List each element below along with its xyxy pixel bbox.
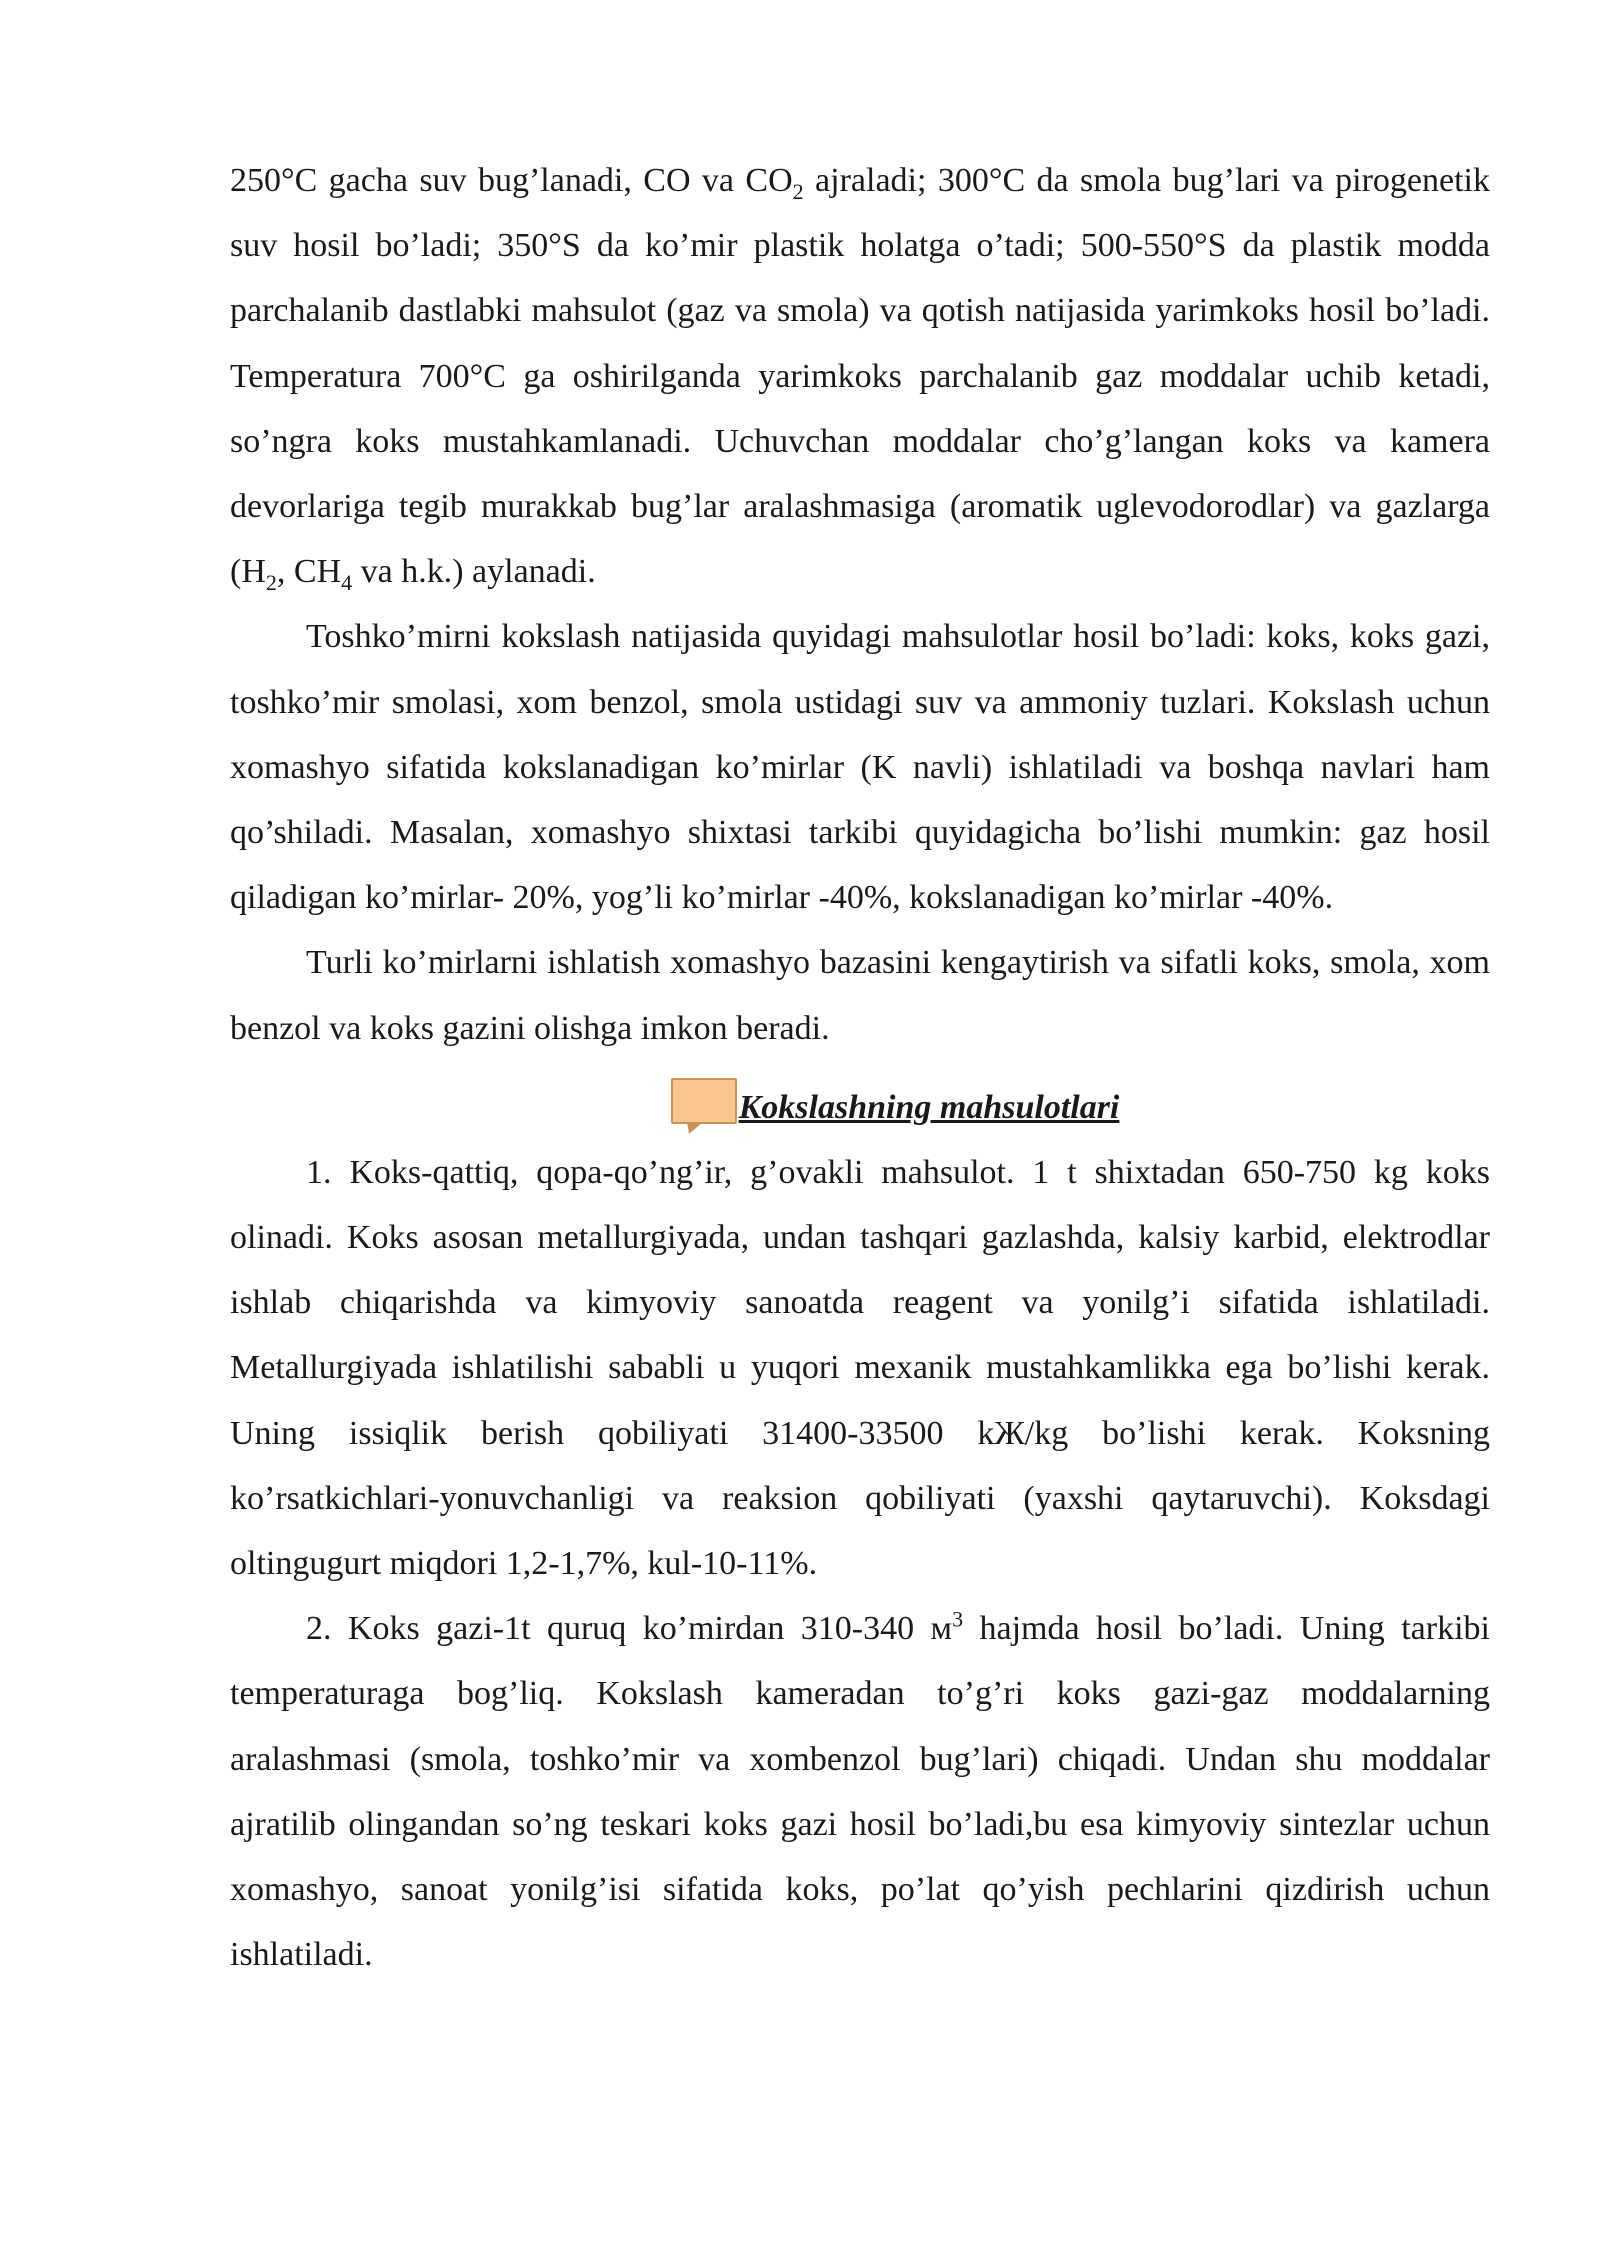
comment-note-icon[interactable] <box>671 1078 737 1124</box>
subscript: 4 <box>341 570 353 596</box>
text-run: va h.k.) aylanadi. <box>352 553 596 591</box>
text-run: 2. Koks gazi-1t quruq ko’mirdan 310-340 м <box>306 1610 953 1648</box>
subscript: 2 <box>792 178 804 204</box>
paragraph-carbonization-stages <box>230 148 1490 604</box>
superscript: 3 <box>952 1606 964 1632</box>
text-run: hajmda hosil bo’ladi. Uning tarkibi temperaturaga bog’liq. Kokslash kameradan to’g’ri koks gazi-gaz moddalarning aralashmasi (smola, toshko’mir va xombenzol bug’lari) chiqadi. Undan shu moddalar ajratilib olingandan so’ng teskari koks gazi hosil bo’ladi,bu esa kimyoviy sintezlar uchun xomashyo, sanoat yonilg’isi sifatida koks, po’lat qo’yish pechlarini qizdirish uchun ishlatiladi. <box>230 1610 1490 1974</box>
section-heading <box>230 1075 1490 1140</box>
subscript: 2 <box>265 570 277 596</box>
section-heading-text: Kokslashning mahsulotlari <box>738 1088 1120 1126</box>
text-run: , CH <box>276 553 342 591</box>
paragraph-coking-products: Toshko’mirni kokslash natijasida quyidagi mahsulotlar hosil bo’ladi: koks, koks gazi, toshko’mir smolasi, xom benzol, smola ustidagi suv va ammoniy tuzlari. Kokslash uchun xomashyo sifatida kokslanadigan ko’mirlar (K navli) ishlatiladi va boshqa navlari ham qo’shiladi. Masalan, xomashyo shixtasi tarkibi quyidagicha bo’lishi mumkin: gaz hosil qiladigan ko’mirlar- 20%, yog’li ko’mirlar -40%, kokslanadigan ko’mirlar -40%. <box>230 618 1490 917</box>
paragraph-coal-blending: Turli ko’mirlarni ishlatish xomashyo bazasini kengaytirish va sifatli koks, smola, xom benzol va koks gazini olishga imkon beradi. <box>230 944 1490 1047</box>
text-run: ajraladi; 300°C da smola bug’lari va pirogenetik suv hosil bo’ladi; 350°S da ko’mir plastik holatga o’tadi; 500-550°S da plastik modda parchalanib dastlabki mahsulot (gaz va smola) va qotish natijasida yarimkoks hosil bo’ladi. Temperatura 700°C ga oshirilganda yarimkoks parchalanib gaz moddalar uchib ketadi, so’ngra koks mustahkamlanadi. Uchuvchan moddalar cho’g’langan koks va kamera devorlariga tegib murakkab bug’lar aralashmasiga (aromatik uglevodorodlar) va gazlarga (H <box>230 162 1490 591</box>
text-run: 250°C gacha suv bug’lanadi, CO va CO <box>230 162 793 199</box>
document-page <box>230 148 1490 1987</box>
paragraph-coke: 1. Koks-qattiq, qopa-qo’ng’ir, g’ovakli mahsulot. 1 t shixtadan 650-750 kg koks olinadi. Koks asosan metallurgiyada, undan tashqari gazlashda, kalsiy karbid, elektrodlar ishlab chiqarishda va kimyoviy sanoatda reagent va yonilg’i sifatida ishlatiladi. Metallurgiyada ishlatilishi sababli u yuqori mexanik mustahkamlikka ega bo’lishi kerak. Uning issiqlik berish qobiliyati 31400-33500 kЖ/kg bo’lishi kerak. Koksning ko’rsatkichlari-yonuvchanligi va reaksion qobiliyati (yaxshi qaytaruvchi). Koksdagi oltingugurt miqdori 1,2-1,7%, kul-10-11%. <box>230 1153 1490 1583</box>
paragraph-coke-gas <box>230 1596 1490 1987</box>
